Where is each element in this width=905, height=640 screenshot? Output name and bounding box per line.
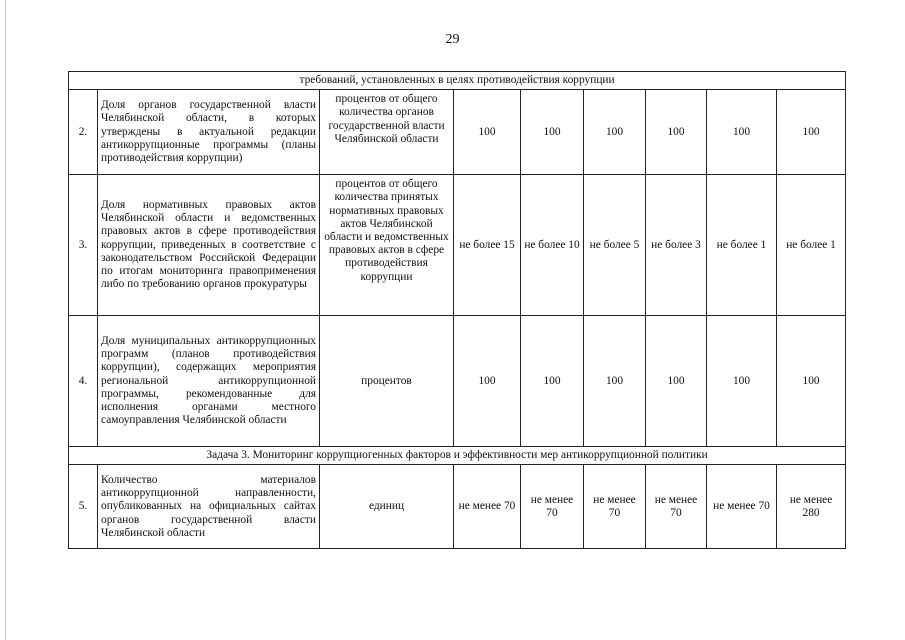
page-left-edge <box>5 0 6 640</box>
value-cell: не менее 70 <box>707 465 777 549</box>
value-cell: 100 <box>584 90 646 175</box>
unit-of-measure: процентов от общего количества принятых нормативных правовых актов Челябинской области и ведомственных правовых актов в сфере противодействия коррупции <box>320 175 454 316</box>
task-header: Задача 3. Мониторинг коррупциогенных факторов и эффективности мер антикоррупционной политики <box>69 447 846 465</box>
value-cell: 100 <box>646 90 707 175</box>
value-cell: не менее 280 <box>777 465 846 549</box>
value-cell: 100 <box>454 316 521 447</box>
value-cell: не менее 70 <box>521 465 584 549</box>
value-cell: не менее 70 <box>646 465 707 549</box>
indicator-name: Доля муниципальных антикоррупционных программ (планов противодействия коррупции), содержащих мероприятия региональной антикоррупционной программы, рекомендованные для исполнения органами местного самоуправления Челябинской области <box>98 316 320 447</box>
value-cell: 100 <box>777 316 846 447</box>
table-row <box>69 175 846 316</box>
value-cell: 100 <box>584 316 646 447</box>
row-number: 4. <box>69 316 98 447</box>
unit-of-measure: единиц <box>320 465 454 549</box>
indicators-table <box>68 71 846 549</box>
value-cell: не более 5 <box>584 175 646 316</box>
unit-of-measure: процентов от общего количества органов государственной власти Челябинской области <box>320 90 454 175</box>
unit-of-measure: процентов <box>320 316 454 447</box>
value-cell: 100 <box>521 90 584 175</box>
value-cell: не более 1 <box>777 175 846 316</box>
table-row <box>69 465 846 549</box>
value-cell: 100 <box>707 316 777 447</box>
value-cell: 100 <box>521 316 584 447</box>
value-cell: не менее 70 <box>584 465 646 549</box>
page-number: 29 <box>445 32 460 47</box>
row-number: 2. <box>69 90 98 175</box>
indicator-name: Доля органов государственной власти Челябинской области, в которых утверждены в актуальной редакции антикоррупционные программы (планы противодействия коррупции) <box>98 90 320 175</box>
value-cell: не более 10 <box>521 175 584 316</box>
task-header-row <box>69 447 846 465</box>
row-number: 3. <box>69 175 98 316</box>
value-cell: 100 <box>454 90 521 175</box>
row-number: 5. <box>69 465 98 549</box>
value-cell: 100 <box>646 316 707 447</box>
table-row <box>69 90 846 175</box>
value-cell: не менее 70 <box>454 465 521 549</box>
value-cell: 100 <box>777 90 846 175</box>
continuation-header: требований, установленных в целях противодействия коррупции <box>69 72 846 90</box>
table-row <box>69 316 846 447</box>
value-cell: не более 3 <box>646 175 707 316</box>
indicator-name: Количество материалов антикоррупционной направленности, опубликованных на официальных сайтах органов государственной власти Челябинской области <box>98 465 320 549</box>
value-cell: 100 <box>707 90 777 175</box>
continuation-header-row <box>69 72 846 90</box>
value-cell: не более 15 <box>454 175 521 316</box>
value-cell: не более 1 <box>707 175 777 316</box>
indicator-name: Доля нормативных правовых актов Челябинской области и ведомственных правовых актов в сфере противодействия коррупции, приведенных в соответствие с законодательством Российской Федерации по итогам мониторинга правоприменения либо по требованию органов прокуратуры <box>98 175 320 316</box>
